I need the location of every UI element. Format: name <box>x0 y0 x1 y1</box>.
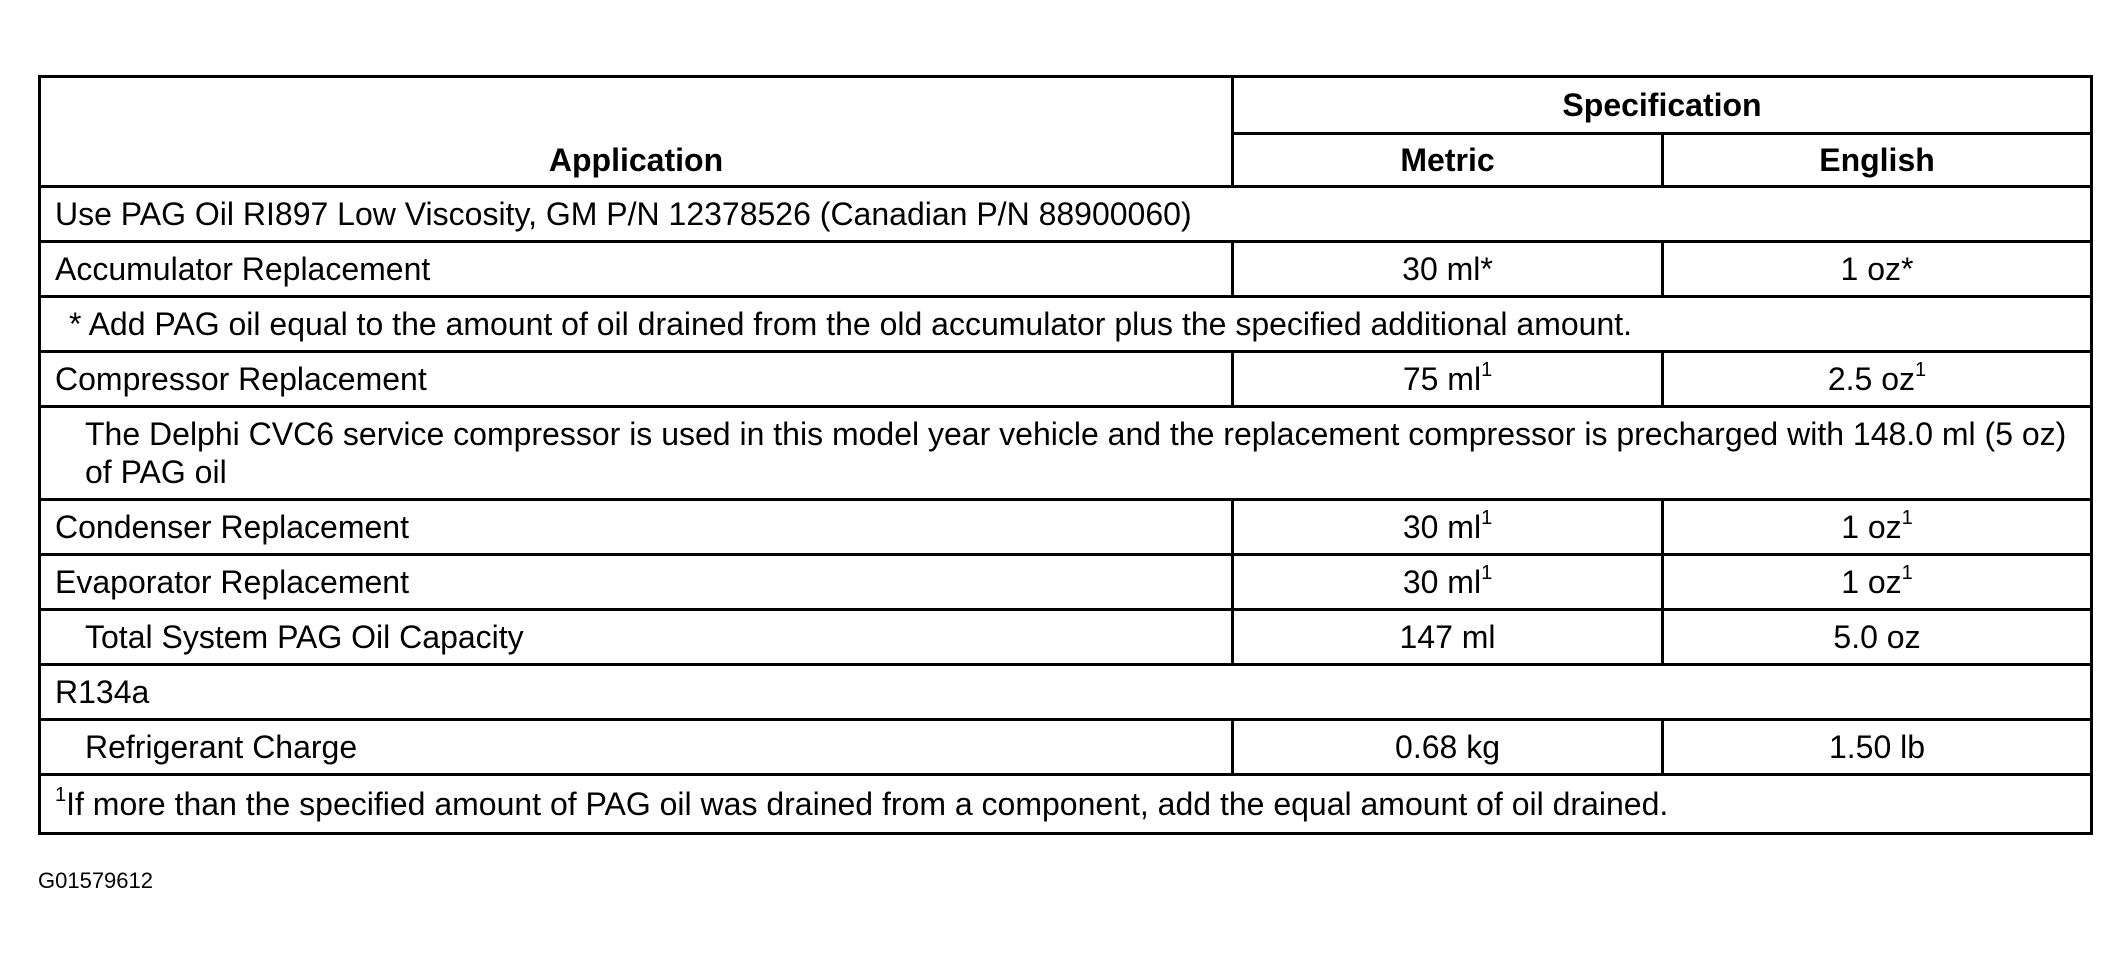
total-capacity-metric: 147 ml <box>1233 610 1663 665</box>
condenser-label: Condenser Replacement <box>40 500 1233 555</box>
pag-oil-row: Use PAG Oil RI897 Low Viscosity, GM P/N 12378526 (Canadian P/N 88900060) <box>40 187 2092 242</box>
condenser-metric <box>1233 500 1663 555</box>
table-row <box>40 187 2092 242</box>
footnote <box>40 775 2092 834</box>
value-text: 2.5 oz <box>1827 361 1916 397</box>
footnote-text: If more than the specified amount of PAG oil was drained from a component, add the equal amount of oil drained. <box>66 786 1669 822</box>
compressor-note: The Delphi CVC6 service compressor is used in this model year vehicle and the replacement compressor is precharged with 148.0 ml (5 oz) of PAG oil <box>40 407 2092 500</box>
refrigerant-charge-label: Refrigerant Charge <box>40 720 1233 775</box>
value-text: 1 oz <box>1841 509 1902 545</box>
total-capacity-label: Total System PAG Oil Capacity <box>40 610 1233 665</box>
evaporator-label: Evaporator Replacement <box>40 555 1233 610</box>
refrigerant-type: R134a <box>40 665 2092 720</box>
refrigerant-charge-metric: 0.68 kg <box>1233 720 1663 775</box>
table-row <box>40 665 2092 720</box>
footnote-mark: 1 <box>1901 562 1913 585</box>
evaporator-english <box>1663 555 2092 610</box>
evaporator-metric <box>1233 555 1663 610</box>
table-row <box>40 610 2092 665</box>
compressor-english <box>1663 352 2092 407</box>
header-specification: Specification <box>1233 77 2092 134</box>
accumulator-english: 1 oz* <box>1663 242 2092 297</box>
condenser-english <box>1663 500 2092 555</box>
compressor-label: Compressor Replacement <box>40 352 1233 407</box>
table-row <box>40 407 2092 500</box>
accumulator-label: Accumulator Replacement <box>40 242 1233 297</box>
footnote-mark: 1 <box>55 784 67 807</box>
figure-id: G01579612 <box>38 868 153 893</box>
table-row <box>40 242 2092 297</box>
total-capacity-english: 5.0 oz <box>1663 610 2092 665</box>
table-row <box>40 775 2092 834</box>
table-row <box>40 297 2092 352</box>
accumulator-note: * Add PAG oil equal to the amount of oil drained from the old accumulator plus the specified additional amount. <box>40 297 2092 352</box>
compressor-metric <box>1233 352 1663 407</box>
footnote-mark: 1 <box>1481 507 1493 530</box>
footnote-mark: 1 <box>1481 359 1493 382</box>
header-english: English <box>1663 134 2092 187</box>
footnote-mark: 1 <box>1901 507 1913 530</box>
refrigerant-charge-english: 1.50 lb <box>1663 720 2092 775</box>
specification-table <box>38 75 2093 835</box>
table-row <box>40 555 2092 610</box>
value-text: 75 ml <box>1402 361 1482 397</box>
header-application: Application <box>40 77 1233 187</box>
value-text: 1 oz <box>1841 564 1902 600</box>
value-text: 30 ml <box>1402 509 1482 545</box>
value-text: 30 ml <box>1402 564 1482 600</box>
table-row <box>40 352 2092 407</box>
accumulator-metric: 30 ml* <box>1233 242 1663 297</box>
footnote-mark: 1 <box>1915 359 1927 382</box>
header-metric: Metric <box>1233 134 1663 187</box>
table-row <box>40 500 2092 555</box>
table-row <box>40 720 2092 775</box>
footnote-mark: 1 <box>1481 562 1493 585</box>
